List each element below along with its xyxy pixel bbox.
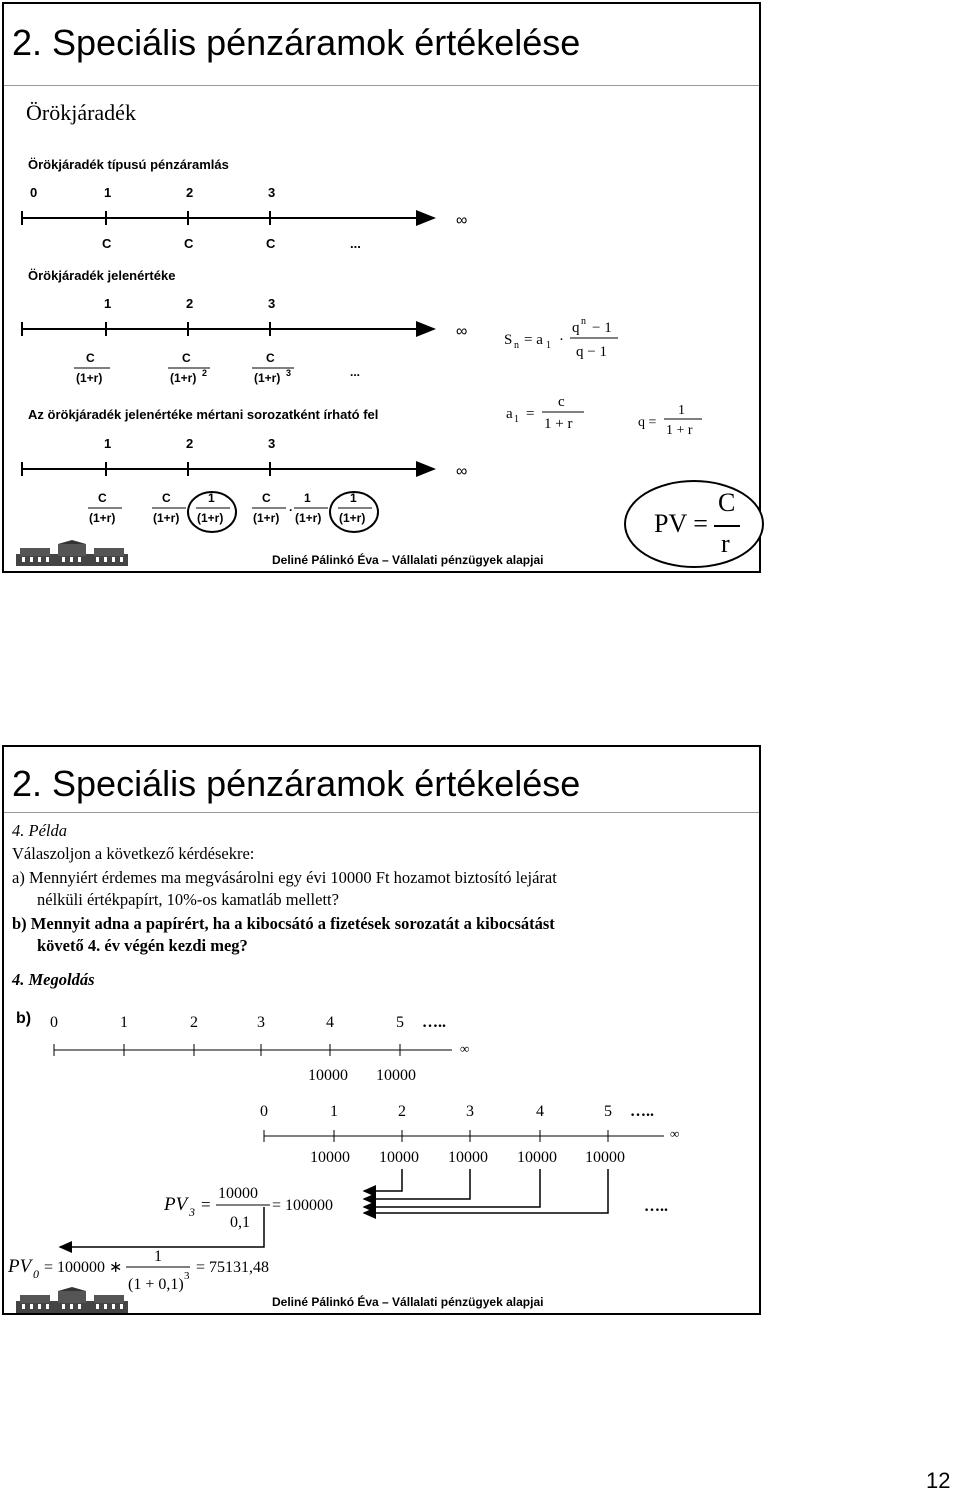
tick-label: 3 — [466, 1103, 474, 1120]
pv3-result: = 100000 — [272, 1197, 334, 1214]
svg-text:C: C — [266, 351, 275, 365]
svg-text:(1+r): (1+r) — [253, 511, 280, 525]
payment-value: 10000 — [379, 1149, 419, 1166]
svg-text:1 + r: 1 + r — [666, 423, 693, 438]
svg-text:3: 3 — [286, 368, 292, 378]
pv-formula-highlight — [624, 480, 764, 568]
payment-value: 10000 — [376, 1067, 416, 1084]
svg-text:(1+r): (1+r) — [89, 511, 116, 525]
pv3-formula — [163, 1185, 333, 1231]
ellipsis: ….. — [630, 1103, 654, 1120]
svg-text:1 + r: 1 + r — [544, 416, 573, 432]
question-a-line2: nélküli értékpapírt, 10%-os kamatláb mellett? — [37, 890, 339, 909]
example-title: 4. Példa — [12, 821, 67, 840]
tick-label: 4 — [326, 1014, 334, 1031]
question-b-line1: b) Mennyit adna a papírért, ha a kibocsátó a fizetések sorozatát a kibocsátást — [12, 914, 555, 933]
svg-text:∞: ∞ — [670, 1126, 680, 1141]
sec1-tick-label: 1 — [104, 185, 112, 200]
svg-text:1: 1 — [678, 403, 685, 418]
svg-text:(1+r): (1+r) — [197, 511, 224, 525]
payment-value: 10000 — [517, 1149, 557, 1166]
svg-text:C: C — [98, 491, 107, 505]
svg-text:C: C — [86, 351, 95, 365]
pv3-numerator: 10000 — [218, 1185, 258, 1202]
svg-text:a: a — [506, 406, 513, 422]
fraction-bar — [714, 525, 740, 527]
pv3-denominator: 0,1 — [230, 1214, 250, 1231]
pv-formula-denominator: r — [721, 529, 730, 558]
tick-label: 1 — [120, 1014, 128, 1031]
svg-text:1: 1 — [546, 340, 551, 351]
geometric-sum-formula — [504, 316, 618, 360]
svg-text:1: 1 — [208, 491, 215, 505]
svg-text:q: q — [572, 320, 580, 336]
university-building-logo — [16, 1287, 128, 1313]
svg-text:C: C — [262, 491, 271, 505]
pv0-denominator: (1 + 0,1) — [128, 1276, 184, 1293]
slide-title: 2. Speciális pénzáramok értékelése — [12, 763, 581, 804]
geometric-terms — [88, 491, 378, 532]
svg-text:1: 1 — [304, 491, 311, 505]
section1-title: Örökjáradék típusú pénzáramlás — [28, 157, 229, 172]
equals-sign: = — [201, 1195, 211, 1214]
svg-text:c: c — [558, 394, 565, 410]
first-term-formula — [506, 394, 584, 432]
tick-label: 0 — [260, 1103, 268, 1120]
svg-text:=: = — [526, 406, 535, 422]
slide-subtitle: Örökjáradék — [26, 100, 136, 125]
payment-value: 10000 — [308, 1067, 348, 1084]
pv3-subscript: 3 — [189, 1205, 195, 1219]
sec2-tick-label: 2 — [186, 296, 194, 311]
svg-text:...: ... — [350, 365, 361, 379]
timeline2-ticks — [260, 1103, 654, 1120]
svg-text:(1+r): (1+r) — [339, 511, 366, 525]
tick-label: 4 — [536, 1103, 544, 1120]
svg-text:2: 2 — [202, 368, 208, 378]
tick-label: 3 — [257, 1014, 265, 1031]
svg-text:(1+r): (1+r) — [295, 511, 322, 525]
pv-formula-numerator: C — [718, 488, 736, 517]
svg-text:1: 1 — [514, 414, 519, 425]
svg-text:n: n — [581, 316, 586, 327]
tick-label: 2 — [190, 1014, 198, 1031]
discounted-flows — [74, 351, 360, 385]
pv3-label: PV — [164, 1194, 188, 1215]
pv0-exponent: 3 — [184, 1270, 190, 1282]
svg-text:− 1: − 1 — [592, 320, 612, 336]
svg-text:n: n — [514, 340, 519, 351]
slide-title: 2. Speciális pénzáramok értékelése — [12, 22, 581, 63]
svg-text:(1+r): (1+r) — [76, 371, 103, 385]
part-b-label: b) — [16, 1010, 32, 1027]
tick-label: 1 — [330, 1103, 338, 1120]
svg-text:q =: q = — [638, 415, 657, 430]
sec2-tick-label: 1 — [104, 296, 112, 311]
pv0-numerator: 1 — [154, 1248, 162, 1265]
solution-diagram — [4, 747, 759, 1313]
footer-author: Deliné Pálinkó Éva – Vállalati pénzügyek alapjai — [272, 1295, 544, 1309]
sec3-tick-label: 3 — [268, 436, 276, 451]
perpetuity-diagram — [4, 4, 759, 571]
payment-value: 10000 — [448, 1149, 488, 1166]
payment-value: 10000 — [310, 1149, 350, 1166]
cash-flow-c: C — [266, 236, 276, 251]
sec3-tick-label: 2 — [186, 436, 194, 451]
sec1-tick-label: 2 — [186, 185, 194, 200]
svg-text:C: C — [162, 491, 171, 505]
pv0-expression: = 100000 ∗ — [44, 1259, 123, 1276]
section3-title: Az örökjáradék jelenértéke mértani sorozatként írható fel — [28, 407, 379, 422]
cash-flow-c: C — [102, 236, 112, 251]
svg-text:S: S — [504, 332, 513, 348]
svg-text:= a: = a — [524, 332, 543, 348]
solution-title: 4. Megoldás — [12, 970, 95, 989]
tick-label: 2 — [398, 1103, 406, 1120]
infinity-symbol: ∞ — [456, 323, 468, 340]
timeline1-ticks — [50, 1014, 446, 1031]
svg-text:(1+r): (1+r) — [254, 371, 281, 385]
sec1-tick-label: 0 — [30, 185, 38, 200]
infinity-symbol: ∞ — [456, 212, 468, 229]
pv0-subscript: 0 — [33, 1267, 39, 1281]
page-number: 12 — [926, 1468, 951, 1493]
discount-arrows — [60, 1169, 608, 1247]
footer-author: Deliné Pálinkó Éva – Vállalati pénzügyek alapjai — [272, 553, 544, 567]
svg-text:(1+r): (1+r) — [153, 511, 180, 525]
ellipsis: ….. — [422, 1014, 446, 1031]
pv0-label: PV — [8, 1256, 32, 1277]
pv0-result: = 75131,48 — [196, 1259, 270, 1276]
pv-formula-lhs: PV = — [654, 509, 708, 538]
ratio-formula — [638, 403, 702, 438]
section2-title: Örökjáradék jelenértéke — [28, 268, 176, 283]
sec1-tick-label: 3 — [268, 185, 276, 200]
svg-text:(1+r): (1+r) — [170, 371, 197, 385]
slide-perpetuity — [2, 2, 761, 573]
infinity-symbol: ∞ — [460, 1041, 470, 1056]
svg-text:·: · — [289, 503, 293, 517]
svg-text:q − 1: q − 1 — [576, 344, 607, 360]
ellipsis: ….. — [644, 1198, 668, 1215]
university-building-logo — [16, 540, 128, 566]
sec2-tick-label: 3 — [268, 296, 276, 311]
ellipsis: ... — [350, 236, 361, 251]
tick-label: 0 — [50, 1014, 58, 1031]
infinity-symbol: ∞ — [456, 463, 468, 480]
sec3-tick-label: 1 — [104, 436, 112, 451]
svg-text:C: C — [182, 351, 191, 365]
question-intro: Válaszoljon a következő kérdésekre: — [12, 844, 255, 863]
tick-label: 5 — [396, 1014, 404, 1031]
cash-flow-c: C — [184, 236, 194, 251]
tick-label: 5 — [604, 1103, 612, 1120]
question-b-line2: követő 4. év végén kezdi meg? — [37, 936, 248, 955]
svg-text:1: 1 — [350, 491, 357, 505]
svg-text:·: · — [559, 332, 564, 348]
payment-value: 10000 — [585, 1149, 625, 1166]
slide-example — [2, 745, 761, 1315]
question-a-line1: a) Mennyiért érdemes ma megvásárolni egy évi 10000 Ft hozamot biztosító lejárat — [12, 868, 557, 887]
